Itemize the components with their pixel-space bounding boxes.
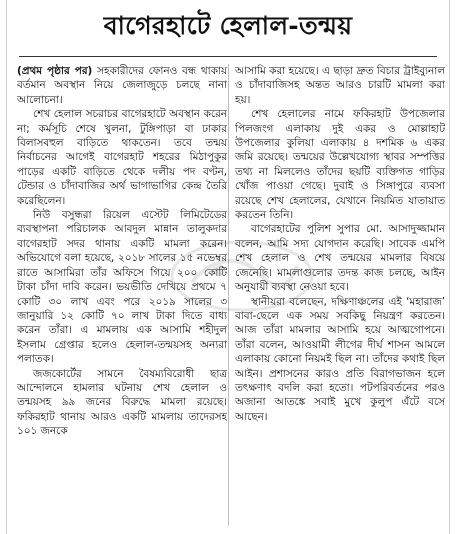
article-column-right: [235, 64, 445, 530]
article-headline: বাগেরহাটে হেলাল-তন্ময়: [103, 11, 353, 40]
article-paragraph: শেখ হেলালের নামে ফকিরহাট উপজেলার পিলজংগ এলাকায় দুই একর ও মোল্লাহাট উপজেলার কুলিয়া এলাকায় ৪ দশমিক ৬ একর জমি রয়েছে। তন্ময়ের উল্লেখযোগ্য স্থাবর সম্পত্তির তথ্য না মিললেও তাঁদের ছয়টি ব্যক্তিগত গাড়ির খোঁজ পাওয়া গেছে। দুবাই ও সিঙ্গাপুরে ব্যবসা রয়েছে শেখ হেলালের, যেখানে নিয়মিত যাতায়াত করতেন তিনি।: [235, 108, 445, 222]
article-paragraph: বাগেরহাটের পুলিশ সুপার মো. আসাদুজ্জামান বলেন, আমি সদ্য যোগদান করেছি। সাবেক এমপি শেখ হেলাল ও শেখ তন্ময়ের মামলার বিষয়ে জেনেছি। মামলাগুলোর তদন্ত কাজ চলছে, আইন অনুযায়ী ব্যবস্থা নেওয়া হবে।: [235, 223, 445, 294]
article-paragraph: স্থানীয়রা বলেছেন, দক্ষিণাঞ্চলের এই ‘মহারাজ’ বাবা-ছেলে এক সময় সবকিছু নিয়ন্ত্রণ করতেন। আজ তাঁরা মামলার আসামি হয়ে আত্মগোপনে। তাঁরা বলেন, আওয়ামী লীগের দীর্ঘ শাসন আমলে এলাকায় কোনো নিয়মই ছিল না। তাঁদের কথাই ছিল আইন। প্রশাসনের কারও প্রতি বিরাগভাজন হলে তৎক্ষণাৎ বদলি করা হতো। পটপরিবর্তনের পরও অজানা আতঙ্কে সবাই মুখে কুলুপ এঁটে বসে আছেন।: [235, 295, 445, 423]
article-column-left: [17, 64, 227, 530]
article-paragraph: জজকোর্টের সামনে বৈষম্যবিরোধী ছাত্র আন্দোলনে হামলার ঘটনায় শেখ হেলাল ও তন্ময়সহ ৯৯ জনের বিরুদ্ধে মামলা রয়েছে। ফকিরহাট থানায় আরও একটি মামলায় তাদেরসহ ১০১ জনকে: [17, 367, 227, 438]
headline-rule: [19, 56, 437, 57]
article-paragraph: নিউ বসুন্ধরা রিয়েল এস্টেট লিমিটেডের ব্যবস্থাপনা পরিচালক আবদুল মান্নান তালুকদার বাগেরহাট সদর থানায় একটি মামলা করেন। অভিযোগে বলা হয়েছে, ২০১৮ সালের ১৫ নভেম্বর রাতে আসামিরা তাঁর অফিসে গিয়ে ২০০ কোটি টাকা চাঁদা দাবি করেন। ভয়ভীতি দেখিয়ে প্রথমে ৭ কোটি ৩০ লাখ এবং পরে ২০১৯ সালের ৩ জানুয়ারি ১২ কোটি ৭০ লাখ টাকা দিতে বাধ্য করেন তাঁরা। এ মামলায় এক আসামি শহীদুল ইসলাম গ্রেপ্তার হলেও হেলাল-তন্ময়সহ অন্যরা পলাতক।: [17, 209, 227, 366]
column-divider: [228, 64, 229, 526]
continuation-kicker: (প্রথম পৃষ্ঠার পর): [17, 65, 93, 77]
article-paragraph: [17, 64, 227, 107]
article-paragraph: আসামি করা হয়েছে। এ ছাড়া দ্রুত বিচার ট্রাইব্যুনাল ও চাঁদাবাজিসহ অন্তত আরও চারটি মামলা করা হয়।: [235, 65, 445, 106]
paragraph-text: সহকারীদের ফোনও বন্ধ থাকায় বর্তমান অবস্থান নিয়ে জেলাজুড়ে চলছে নানা আলোচনা।: [17, 65, 227, 106]
newspaper-clipping: [6, 0, 450, 534]
article-paragraph: শেখ হেলাল সচরাচর বাগেরহাটে অবস্থান করেন না; কর্মসূচি শেষে খুলনা, টুঙ্গিপাড়া বা ঢাকার বিলাসবহুল বাড়িতে থাকতেন। তবে তন্ময় নির্বাচনের আগেই বাগেরহাট শহরের মিঠাপুকুর পাড়ের একটি বাড়িতে থেকে দলীয় পদ বণ্টন, টেন্ডার ও চাঁদাবাজির অর্থ ভাগাভাগির কেন্দ্র তৈরি করেছিলেন।: [17, 108, 227, 207]
